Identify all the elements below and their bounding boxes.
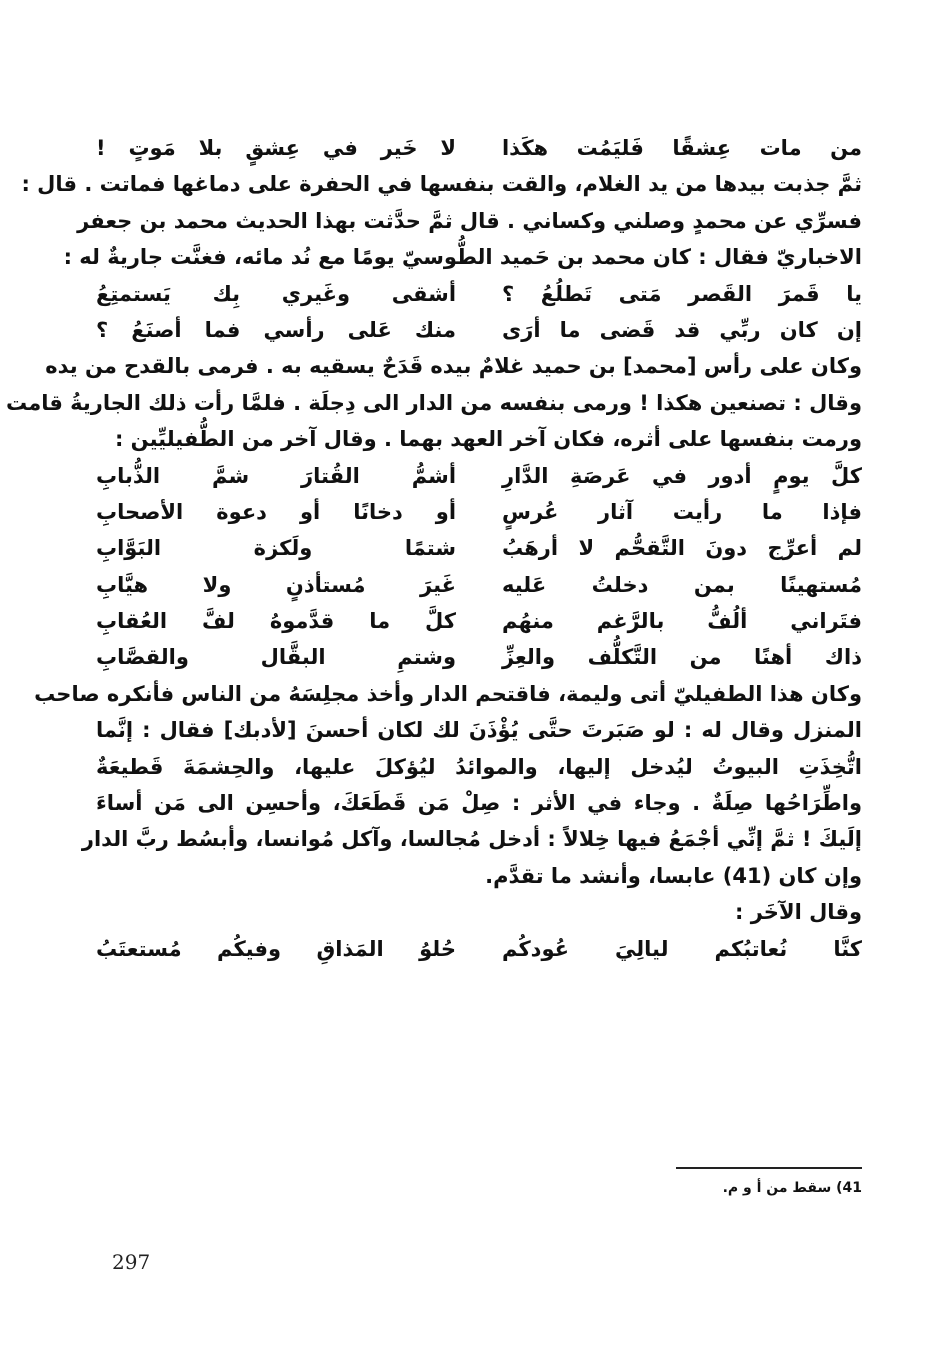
verse-hemistich-first: مُستهينًا بمن دخلتُ عَليه	[501, 572, 862, 597]
verse-hemistich-second: منك عَلى رأسي فما أصنَعُ ؟	[96, 317, 457, 342]
prose-line: فسرِّي عن محمدٍ وصلني وكساني . قال ثمَّ حدَّثت بهذا الحديث محمد بن جعفر	[77, 208, 862, 233]
verse-hemistich-second: وشتمِ البقَّال والقصَّابِ	[96, 645, 457, 670]
prose-line: الاخباريّ فقال : كان محمد بن حَميد الطُّوسيّ يومًا مع نُد مائه، فغنَّت جاريةٌ له :	[63, 245, 862, 270]
verse-hemistich-first: لم أعرِّج دونَ التَّقحُّم لا أرهَبُ	[501, 536, 862, 561]
prose-line: ورمت بنفسها على أثره، فكان آخر العهد بهما . وقال آخر من الطُّفيليِّين :	[114, 427, 862, 452]
verse-hemistich-first: من مات عِشقًا فَليَمُت هكَذا	[501, 136, 862, 160]
prose-line: المنزل وقال له : لو صَبَرتَ حتَّى يُؤْذَنَ لك لكان أحسنَ [لأدبك] فقال : إنَّما	[96, 718, 862, 743]
prose-line: وكان هذا الطفيليّ أتى وليمة، فاقتحم الدار وأخذ مجلِسَهُ من الناس فأنكره صاحب	[34, 681, 862, 706]
prose-line: إلَيكَ ! ثمَّ إنِّي أجْمَعُ فيها خِلالاً : أدخل مُجالسا، وآكل مُوانسا، وأبسُط ربَّ الدار	[81, 827, 862, 852]
verse-hemistich-second: أشمُّ القُتارَ شمَّ الذُّبابِ	[96, 463, 457, 488]
verse-hemistich-first: يا قَمرَ القَصر مَتى تَطلُعُ ؟	[501, 281, 862, 306]
verse-hemistich-second: أو دخانًا أو دعوة الأصحابِ	[96, 499, 457, 524]
verse-line	[96, 603, 862, 639]
verse-line	[96, 494, 862, 530]
prose-line: وإن كان (41) عابسا، وأنشد ما تقدَّم.	[485, 863, 862, 888]
main-text	[5, 130, 862, 967]
prose-line: اتُّخِذَتِ البيوتُ ليُدخل إليها، والموائدُ ليُؤكلَ عليها، والحِشمَةَ قَطيعَةٌ	[96, 754, 862, 779]
page-number: 297	[112, 1250, 151, 1274]
verse-hemistich-first: فتَراني ألُفُّ بالرَّغم منهُم	[501, 609, 862, 634]
verse-hemistich-first: فإذا ما رأيت آثار عُرسٍ	[501, 499, 862, 524]
verse-line	[96, 130, 862, 166]
verse-hemistich-second: غَيرَ مُستأذنٍ ولا هيَّابِ	[96, 572, 457, 597]
verse-hemistich-second: أشقى وغَيري بِك يَستمتِعُ	[96, 281, 457, 306]
footnote: 41) سقط من أ و م.	[722, 1180, 862, 1196]
verse-line	[96, 458, 862, 494]
verse-hemistich-first: إن كان ربِّي قد قَضى ما أرَى	[501, 317, 862, 342]
verse-hemistich-second: كلَّ ما قدَّموهُ لفَّ العُقابِ	[96, 609, 457, 634]
verse-hemistich-second: شتمًا ولَكزة البَوَّابِ	[96, 536, 457, 561]
prose-line: وقال : تصنعين هكذا ! ورمى بنفسه من الدار الى دِجلَة . فلمَّا رأت ذلك الجاريةُ قامت	[5, 390, 862, 415]
verse-hemistich-first: كلَّ يومٍ أدور في عَرصَةِ الدَّارِ	[501, 463, 862, 488]
verse-line	[96, 312, 862, 348]
prose-line: واطِّرَاحُها صِلَةٌ . وجاء في الأثر : صِلْ مَن قَطَعَكَ، وأحسِن الى مَن أساءَ	[96, 791, 862, 816]
verse-hemistich-first: ذاك أهنًا من التَّكلُّف والعِزِّ	[501, 645, 862, 670]
verse-line	[96, 530, 862, 566]
verse-hemistich-second: حُلوُ المَذاقِ وفيكُم مُستعتَبُ	[96, 936, 457, 961]
verse-line	[96, 639, 862, 675]
verse-hemistich-first: كنَّا نُعاتبُكم ليالِيَ عُودكُم	[501, 936, 862, 961]
verse-hemistich-second: لا خَير في عِشقٍ بلا مَوتٍ !	[96, 136, 457, 160]
footnote-separator	[676, 1167, 862, 1169]
prose-line: وكان على رأس [محمد] بن حميد غلامٌ بيده قَدَحٌ يسقيه به . فرمى بالقدح من يده	[45, 354, 862, 379]
verse-line	[96, 931, 862, 967]
verse-line	[96, 567, 862, 603]
prose-line: ثمَّ جذبت بيدها من يد الغلام، والقت بنفسها في الحفرة على دماغها فماتت . قال :	[21, 172, 862, 197]
verse-line	[96, 276, 862, 312]
prose-line: وقال الآخَر :	[735, 900, 862, 925]
